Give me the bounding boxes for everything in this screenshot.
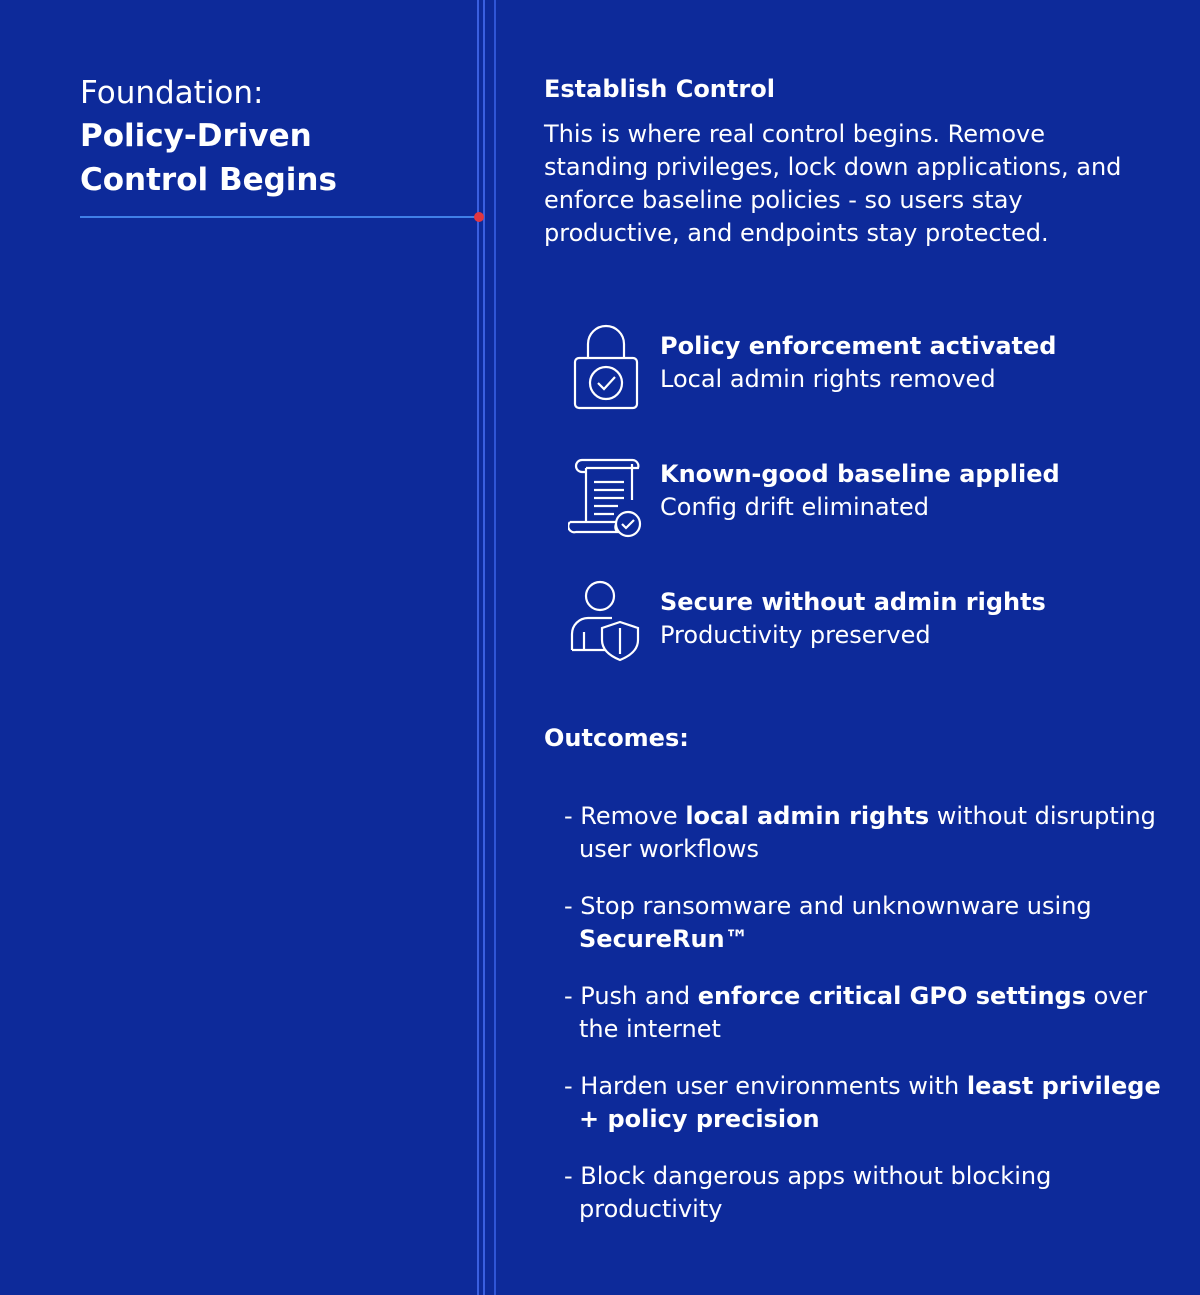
feature-title: Known-good baseline applied — [660, 460, 1060, 488]
document-check-icon — [568, 450, 644, 538]
user-shield-icon — [568, 578, 644, 666]
divider-line — [494, 0, 496, 1295]
heading-underline — [80, 216, 478, 218]
feature-subtitle: Productivity preserved — [660, 621, 931, 649]
heading-title-line1: Policy-Driven — [80, 118, 312, 154]
outcomes-title: Outcomes: — [544, 724, 689, 752]
establish-body: This is where real control begins. Remove standing privileges, lock down applications, and enforce baseline policies - so users stay productive, and endpoints stay protected. — [544, 120, 1122, 247]
heading-kicker: Foundation: — [80, 75, 264, 111]
outcome-item: - Remove local admin rights without disrupting user workflows — [564, 802, 1156, 863]
feature-subtitle: Config drift eliminated — [660, 493, 929, 521]
section-heading — [80, 72, 400, 202]
feature-item — [560, 318, 1160, 446]
feature-list — [560, 318, 1160, 702]
outcome-item: - Harden user environments with least privilege + policy precision — [564, 1072, 1161, 1133]
outcome-item: - Push and enforce critical GPO settings over the internet — [564, 982, 1148, 1043]
feature-item — [560, 446, 1160, 574]
establish-title: Establish Control — [544, 75, 775, 103]
feature-subtitle: Local admin rights removed — [660, 365, 996, 393]
outcome-item: - Block dangerous apps without blocking productivity — [564, 1162, 1052, 1223]
timeline-marker-dot — [474, 212, 484, 222]
feature-item — [560, 574, 1160, 702]
establish-control-section — [544, 72, 1144, 250]
outcomes-list — [564, 800, 1164, 1250]
outcome-item: - Stop ransomware and unknownware using SecureRun™ — [564, 892, 1092, 953]
divider-line — [477, 0, 479, 1295]
heading-title-line2: Control Begins — [80, 162, 337, 198]
lock-check-icon — [568, 322, 644, 410]
divider-line — [483, 0, 485, 1295]
feature-title: Secure without admin rights — [660, 588, 1046, 616]
feature-title: Policy enforcement activated — [660, 332, 1057, 360]
